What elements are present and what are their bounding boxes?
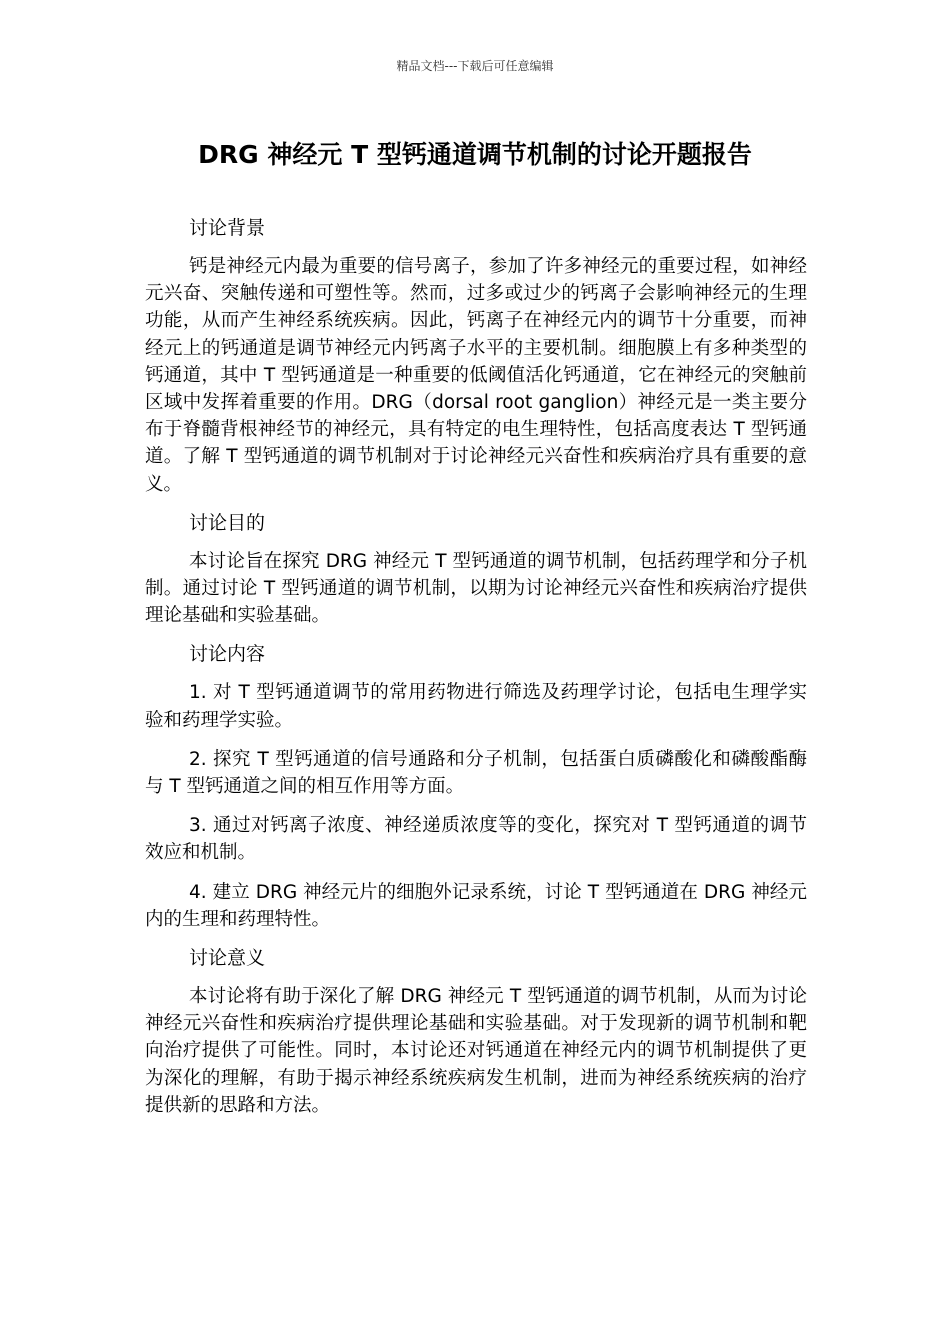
document-body [145, 215, 807, 1131]
paragraph: 本讨论旨在探究 DRG 神经元 T 型钙通道的调节机制，包括药理学和分子机制。通过讨论 T 型钙通道的调节机制，以期为讨论神经元兴奋性和疾病治疗提供理论基础和实验基础。 [145, 550, 807, 627]
list-item: 3. 通过对钙离子浓度、神经递质浓度等的变化，探究对 T 型钙通道的调节效应和机制。 [145, 815, 807, 864]
paragraph: 本讨论将有助于深化了解 DRG 神经元 T 型钙通道的调节机制，从而为讨论神经元兴奋性和疾病治疗提供理论基础和实验基础。对于发现新的调节机制和靶向治疗提供了可能性。同时，本讨论还对钙通道在神经元内的调节机制提供了更为深化的理解，有助于揭示神经系统疾病发生机制，进而为神经系统疾病的治疗提供新的思路和方法。 [145, 986, 807, 1116]
section-heading: 讨论背景 [189, 217, 266, 239]
section-purpose [145, 510, 807, 630]
list-item: 2. 探究 T 型钙通道的信号通路和分子机制，包括蛋白质磷酸化和磷酸酯酶与 T 型钙通道之间的相互作用等方面。 [145, 748, 807, 798]
paragraph: 钙是神经元内最为重要的信号离子，参加了许多神经元的重要过程，如神经元兴奋、突触传递和可塑性等。然而，过多或过少的钙离子会影响神经元的生理功能，从而产生神经系统疾病。因此，钙离子在神经元内的调节十分重要，而神经元上的钙通道是调节神经元内钙离子水平的主要机制。细胞膜上有多种类型的钙通道，其中 T 型钙通道是一种重要的低阈值活化钙通道，它在神经元的突触前区域中发挥着重要的作用。DRG（dorsal root ganglion）神经元是一类主要分布于脊髓背根神经节的神经元，具有特定的电生理特性，包括高度表达 T 型钙通道。了解 T 型钙通道的调节机制对于讨论神经元兴奋性和疾病治疗具有重要的意义。 [145, 256, 807, 495]
list-item: 1. 对 T 型钙通道调节的常用药物进行筛选及药理学讨论，包括电生理学实验和药理学实验。 [145, 682, 807, 731]
section-content [145, 641, 807, 933]
document-title: DRG 神经元 T 型钙通道调节机制的讨论开题报告 [198, 140, 752, 169]
section-background [145, 215, 807, 498]
section-heading: 讨论目的 [189, 511, 266, 534]
section-heading: 讨论意义 [189, 947, 266, 970]
list-item: 4. 建立 DRG 神经元片的细胞外记录系统，讨论 T 型钙通道在 DRG 神经元内的生理和药理特性。 [145, 881, 807, 930]
section-significance [145, 945, 807, 1119]
page-header: 精品文档---下载后可任意编辑 [396, 59, 554, 73]
section-heading: 讨论内容 [189, 643, 266, 666]
